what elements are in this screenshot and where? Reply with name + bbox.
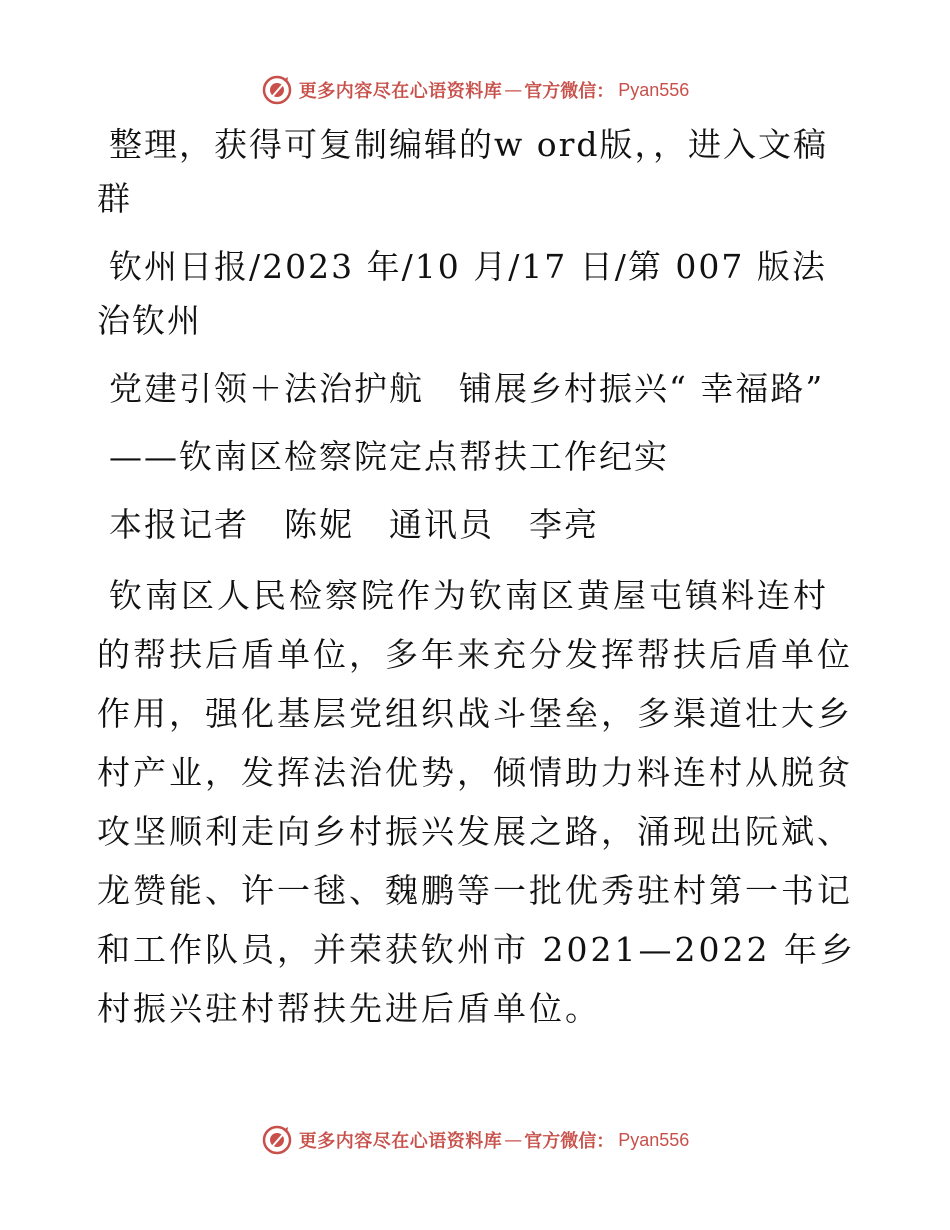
watermark-dash: — (504, 79, 523, 101)
watermark-dash: — (504, 1129, 523, 1151)
watermark-text: 更多内容尽在心语资料库 (298, 81, 503, 102)
body-paragraph: 钦南区人民检察院作为钦南区黄屋屯镇料连村的帮扶后盾单位，多年来充分发挥帮扶后盾单位作用，强化基层党组织战斗堡垒，多渠道壮大乡村产业，发挥法治优势，倾情助力料连村从脱贫攻坚顺利走向乡村振兴发展之路，涌现出阮斌、龙赞能、许一毬、魏鹏等一批优秀驻村第一书记和工作队员，并荣获钦州市 2021—2022 年乡村振兴驻村帮扶先进后盾单位。 (97, 576, 856, 1028)
watermark-text: 更多内容尽在心语资料库 (298, 1131, 503, 1152)
watermark-banner-top (0, 70, 950, 110)
intro-paragraph: 整理，获得可复制编辑的w ord版，，进入文稿群 (97, 125, 829, 218)
watermark-wechat-id: Pyan556 (618, 79, 690, 100)
pen-logo-icon (261, 74, 293, 106)
watermark-official: 官方微信： (524, 1131, 615, 1152)
source-line: 钦州日报/2023 年/10 月/17 日/第 007 版法治钦州 (97, 247, 827, 340)
headline: 党建引领＋法治护航 铺展乡村振兴“ 幸福路” (109, 369, 825, 408)
byline: 本报记者 陈妮 通讯员 李亮 (109, 505, 599, 544)
document-content (97, 118, 857, 1052)
watermark-official: 官方微信： (524, 81, 615, 102)
watermark-banner-bottom (0, 1120, 950, 1160)
subheadline: ——钦南区检察院定点帮扶工作纪实 (109, 437, 669, 476)
watermark-wechat-id: Pyan556 (618, 1129, 690, 1150)
pen-logo-icon (261, 1124, 293, 1156)
